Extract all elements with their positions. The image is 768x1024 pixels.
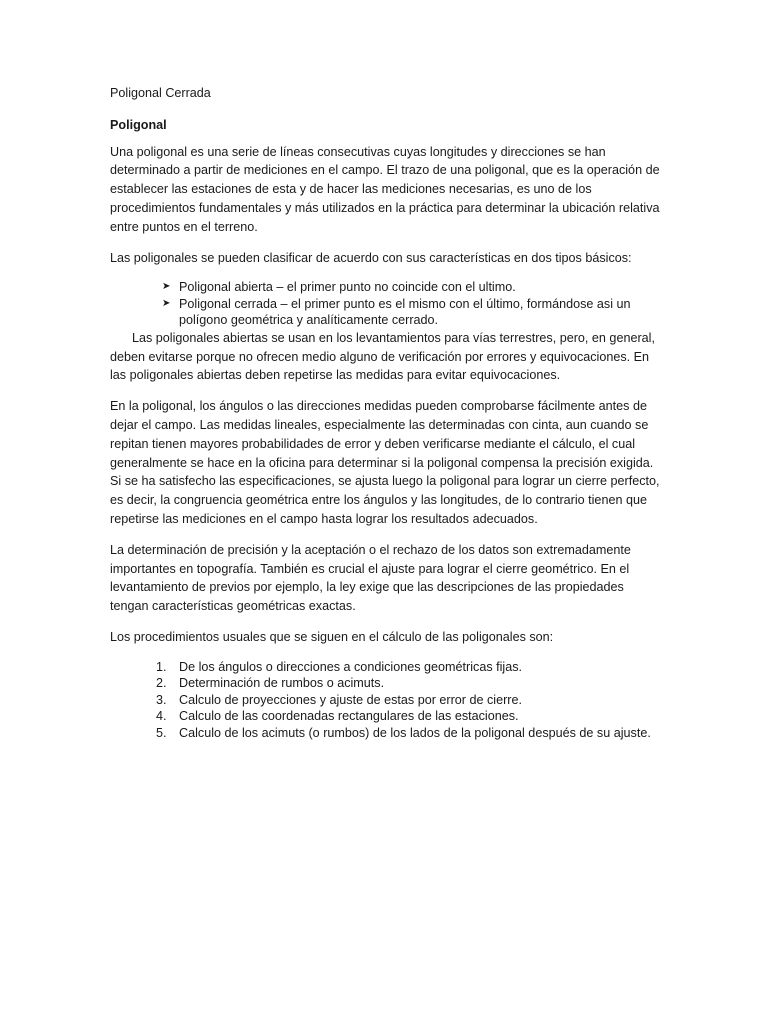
list-item-text: De los ángulos o direcciones a condiciones geométricas fijas.	[179, 659, 523, 674]
arrowhead-bullet-icon: ➤	[162, 281, 171, 293]
paragraph-verification: En la poligonal, los ángulos o las direcciones medidas pueden comprobarse fácilmente antes de dejar el campo. Las medidas lineales, especialmente las determinadas con cinta, aun cuando se repitan tienen mayores probabilidades de error y deben verificarse mediante el cálculo, el cual generalmente se hace en la oficina para determinar si la poligonal compensa la precisión exigida. Si se ha satisfecho las especificaciones, se ajusta luego la poligonal para lograr un cierre perfecto, es decir, la congruencia geométrica entre los ángulos y las longitudes, de lo contrario tienen que repetirse las mediciones en el campo hasta lograr los resultados adecuados.	[110, 399, 660, 527]
document-title: Poligonal Cerrada	[110, 86, 211, 100]
list-item-text: Poligonal cerrada – el primer punto es el mismo con el último, formándose asi un polígono geométrica y analíticamente cerrado.	[179, 296, 631, 328]
list-item	[156, 692, 660, 709]
paragraph-classification: Las poligonales se pueden clasificar de acuerdo con sus características en dos tipos básicos:	[110, 250, 632, 265]
paragraph-procedures-intro: Los procedimientos usuales que se siguen en el cálculo de las poligonales son:	[110, 630, 554, 645]
list-item-text: Poligonal abierta – el primer punto no coincide con el ultimo.	[179, 280, 516, 295]
list-number: 5.	[156, 725, 167, 740]
procedures-list	[110, 659, 660, 742]
list-item	[162, 296, 660, 329]
list-item	[156, 675, 660, 692]
paragraph-definition: Una poligonal es una serie de líneas consecutivas cuyas longitudes y direcciones se han determinado a partir de mediciones en el campo. El trazo de una poligonal, que es la operación de establecer las estaciones de esta y de hacer las mediciones necesarias, es uno de los procedimientos fundamentales y más utilizados en la práctica para determinar la ubicación relativa entre puntos en el terreno.	[110, 144, 660, 234]
list-number: 4.	[156, 709, 167, 724]
list-number: 2.	[156, 676, 167, 691]
polygon-types-list	[110, 279, 660, 329]
list-item-text: Calculo de las coordenadas rectangulares de las estaciones.	[179, 709, 519, 724]
list-item-text: Determinación de rumbos o acimuts.	[179, 676, 385, 691]
list-item	[156, 659, 660, 676]
list-number: 1.	[156, 659, 167, 674]
arrowhead-bullet-icon: ➤	[162, 297, 171, 309]
document-page	[110, 84, 660, 741]
list-number: 3.	[156, 692, 167, 707]
paragraph-precision: La determinación de precisión y la aceptación o el rechazo de los datos son extremadamente importantes en topografía. También es crucial el ajuste para lograr el cierre geométrico. En el levantamiento de previos por ejemplo, la ley exige que las descripciones de las propiedades tengan características geométricas exactas.	[110, 542, 631, 614]
paragraph-open-polygons: Las poligonales abiertas se usan en los levantamientos para vías terrestres, pero, en general, deben evitarse porque no ofrecen medio alguno de verificación por errores y equivocaciones. En las poligonales abiertas deben repetirse las medidas para evitar equivocaciones.	[110, 330, 655, 383]
section-heading: Poligonal	[110, 117, 167, 132]
list-item-text: Calculo de proyecciones y ajuste de estas por error de cierre.	[179, 692, 523, 707]
list-item	[162, 279, 660, 296]
list-item	[156, 708, 660, 725]
list-item-text: Calculo de los acimuts (o rumbos) de los lados de la poligonal después de su ajuste.	[179, 725, 651, 740]
list-item	[156, 725, 660, 742]
